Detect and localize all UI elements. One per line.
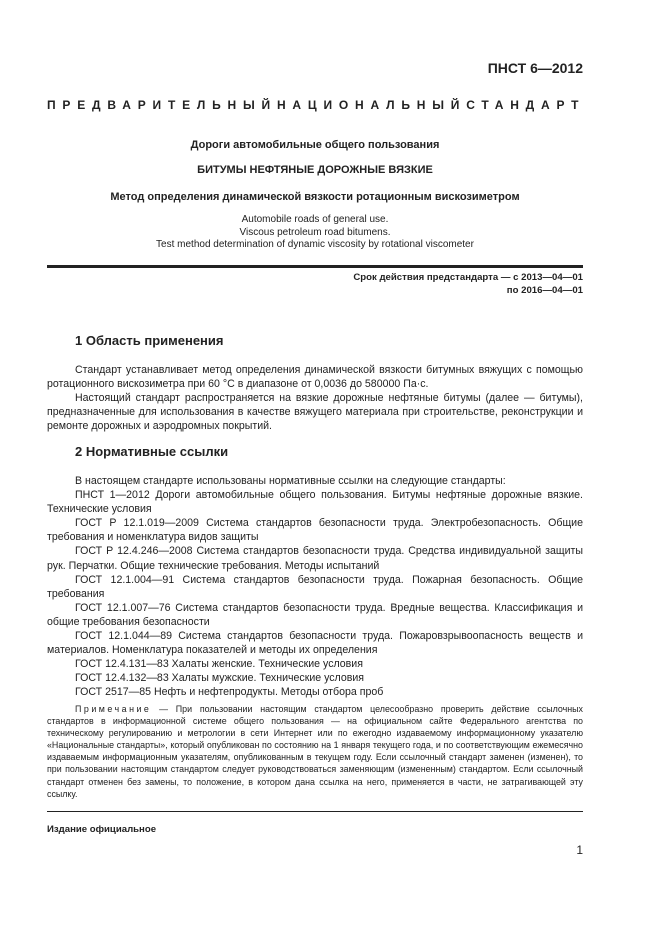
note-label: Примечание	[75, 704, 152, 714]
official-edition-label: Издание официальное	[47, 824, 157, 835]
standard-id: ПНСТ 6—2012	[487, 60, 583, 76]
paragraph: Стандарт устанавливает метод определения динамической вязкости битумных вяжущих с помощью ротационного вискозиметра при 60 °С в диапазоне от 0,0036 до 580000 Па·с.	[47, 364, 583, 391]
section-1-body	[47, 363, 583, 433]
note	[47, 703, 583, 800]
validity-start: Срок действия предстандарта — с 2013—04—01	[353, 272, 583, 283]
validity-period	[353, 271, 583, 297]
title-method: Метод определения динамической вязкости ротационным вискозиметром	[110, 191, 520, 203]
reference-item: ПНСТ 1—2012 Дороги автомобильные общего пользования. Битумы нефтяные дорожные вязкие. Технические условия	[47, 489, 583, 516]
reference-item: ГОСТ 12.4.132—83 Халаты мужские. Технические условия	[75, 672, 365, 685]
banner-word-preliminary: ПРЕДВАРИТЕЛЬНЫЙ	[47, 98, 277, 112]
english-title-line: Test method determination of dynamic viscosity by rotational viscometer	[156, 239, 474, 251]
title-main: БИТУМЫ НЕФТЯНЫЕ ДОРОЖНЫЕ ВЯЗКИЕ	[197, 164, 433, 176]
english-title-line: Viscous petroleum road bitumens.	[239, 226, 391, 238]
reference-item: ГОСТ 12.1.004—91 Система стандартов безопасности труда. Пожарная безопасность. Общие требования	[47, 573, 583, 600]
paragraph: Настоящий стандарт распространяется на вязкие дорожные нефтяные битумы (далее — битумы), предназначенные для использования в качестве вяжущего материала при строительстве, реконструкции и ремонте дорожных и аэродромных покрытий.	[47, 392, 583, 433]
title-group: Дороги автомобильные общего пользования	[190, 139, 440, 151]
paragraph: В настоящем стандарте использованы нормативные ссылки на следующие стандарты:	[75, 475, 506, 487]
page-number: 1	[576, 843, 583, 857]
footer-divider	[47, 811, 583, 812]
banner-word-national: НАЦИОНАЛЬНЫЙ	[276, 98, 467, 112]
note-text: — При пользовании настоящим стандартом целесообразно проверить действие ссылочных стандартов в информационной системе общего пользования — на официальном сайте Федерального агентства по техническому регулированию и метрологии в сети Интернет или по ежегодно издаваемому информационному указателю «Национальные стандарты», который опубликован по состоянию на 1 января текущего года, и по соответствующим ежемесячно издаваемым информационным указателям, опубликованным в текущем году. Если ссылочный стандарт заменен (изменен), то при пользовании настоящим стандартом следует руководствоваться заменяющим (измененным) стандартом. Если ссылочный стандарт отменен без замены, то положение, в котором дана ссылка на него, применяется в части, не затрагивающей эту ссылку.	[47, 704, 583, 799]
english-title-line: Automobile roads of general use.	[241, 214, 389, 225]
banner-word-standard: СТАНДАРТ	[466, 98, 586, 112]
reference-item: ГОСТ 12.1.044—89 Система стандартов безопасности труда. Пожаровзрывоопасность веществ и материалов. Номенклатура показателей и методы их определения	[47, 630, 583, 657]
reference-item: ГОСТ 12.4.131—83 Халаты женские. Технические условия	[75, 658, 363, 671]
reference-item: ГОСТ 12.1.007—76 Система стандартов безопасности труда. Вредные вещества. Классификация и общие требования безопасности	[47, 601, 583, 628]
section-2-heading: 2 Нормативные ссылки	[75, 444, 229, 459]
section-1-heading: 1 Область применения	[75, 333, 224, 348]
header-divider	[47, 265, 583, 268]
reference-item: ГОСТ Р 12.4.246—2008 Система стандартов безопасности труда. Средства индивидуальной защиты рук. Перчатки. Общие технические требования. Методы испытаний	[47, 545, 583, 572]
validity-end: по 2016—04—01	[506, 285, 583, 296]
reference-item: ГОСТ Р 12.1.019—2009 Система стандартов безопасности труда. Электробезопасность. Общие требования и номенклатура видов защиты	[47, 517, 583, 544]
reference-item: ГОСТ 2517—85 Нефть и нефтепродукты. Методы отбора проб	[75, 686, 384, 699]
section-2-body	[47, 474, 583, 700]
english-title	[47, 214, 583, 252]
standard-type-banner	[47, 98, 586, 112]
